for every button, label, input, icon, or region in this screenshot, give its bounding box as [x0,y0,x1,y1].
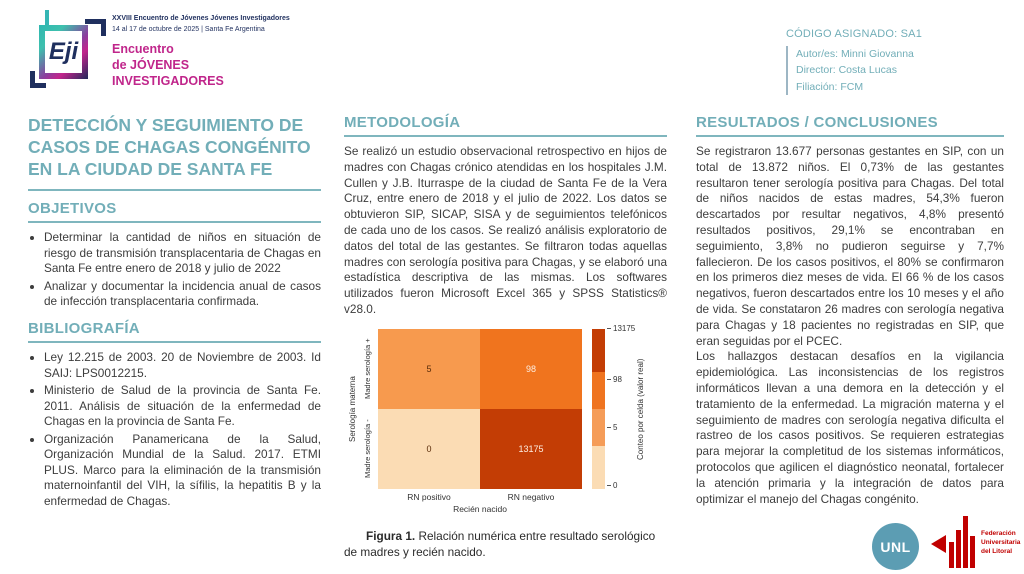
heatmap-row-label-positive: Madre serología + [363,338,372,400]
list-item: • Ley 12.215 de 2003. 20 de Noviembre de 2003. Id SAIJ: LPS0012215. [44,350,321,381]
resultados-paragraph-2: Los hallazgos destacan desafíos en la vigilancia epidemiológica. Las inconsistencias de los registros informáticos llevan a una demora en la detección y el tratamiento de la enfermedad. La migración materna y el seguimiento de madres con serología negativa dificulta el rastreo de los casos positivos. Se requieren estrategias para mejorar la completitud de los sistemas informáticos, protocolos que agilicen el diagnóstico neonatal, fortalecer la atención primaria y la integración de datos para optimizar el manejo del Chagas congénito. [696,349,1004,506]
unl-logo [872,523,919,570]
ful-triangle-icon [931,535,946,553]
colorbar-tick: 13175 [607,324,635,333]
poster-title: DETECCIÓN Y SEGUIMIENTO DE CASOS DE CHAGAS CONGÉNITO EN LA CIUDAD DE SANTA FE [28,114,321,191]
heatmap-colorbar [592,329,605,489]
event-date-location: 14 al 17 de octubre de 2025 | Santa Fe Argentina [112,25,265,33]
colorbar-segment [592,446,605,489]
heatmap-row-label-negative: Madre serología - [363,419,372,479]
bibliografia-list [28,350,321,510]
event-brand [112,41,224,89]
heatmap-x-tick-negative: RN negativo [507,491,555,502]
section-heading-resultados: RESULTADOS / CONCLUSIONES [696,114,1004,137]
figure-1-heatmap [344,323,667,519]
colorbar-tick: 0 [607,481,617,490]
event-info [112,14,332,34]
event-title: XXVIII Encuentro de Jóvenes Jóvenes Investigadores [112,15,290,22]
middle-column [344,114,667,561]
metodologia-paragraph: Se realizó un estudio observacional retrospectivo en hijos de madres con Chagas crónico atendidas en los hospitales J.M. Cullen y J.B. Iturraspe de la ciudad de Santa Fe de la Vera Cruz, entre enero de 2018 y el julio de 2022. Los datos se obtuvieron SIP, SICAP, SISA y de seguimientos telefónicos de cada uno de los casos. Se realizó análisis exploratorio de datos del total de las gestantes. Se filtraron todas aquellas madres con serología positiva para Chagas, y se elaboró una estadística descriptiva de las mismas. Los softwares utilizados fueron Microsoft Excel 365 y SPSS Statistics® v28.0. [344,144,667,316]
list-item: • Determinar la cantidad de niños en situación de riesgo de transmisión transplacentaria de Chagas en Santa Fe entre enero de 2018 y julio de 2022 [44,230,321,277]
objetivos-list [28,230,321,310]
right-column [696,114,1004,507]
heatmap-cell: 13175 [480,409,582,489]
section-heading-bibliografia: BIBLIOGRAFÍA [28,320,321,343]
eji-logo-icon [39,25,88,79]
brand-line: INVESTIGADORES [112,74,224,88]
eji-logo-text: Eji [45,31,82,73]
brand-line: Encuentro [112,42,174,56]
ful-logo-text: Federación Universitaria del Litoral [981,530,1021,555]
logo-bracket-top-right [85,19,106,36]
heatmap-x-tick-positive: RN positivo [407,491,451,502]
list-item: • Analizar y documentar la incidencia anual de casos de infección transplacentaria confirmada. [44,279,321,310]
colorbar-segment [592,372,605,409]
resultados-paragraph-1: Se registraron 13.677 personas gestantes en SIP, con un total de 13.872 niños. El 0,73% de las gestantes resultaron tener serología positiva para Chagas. Del total de niños nacidos de estas madres, 54,3% fueron descartados por resultar negativos, 4,8% presentó resultados positivos, 29,1% se encontraban en seguimiento, 3,8% no pudieron seguirse y 7,7% fallecieron. De los casos positivos, el 80% se confirmaron en los primeros diez meses de vida. El 66 % de los casos negativos, fueron descartados entre los 10 meses y el año de vida. Se constataron 26 madres con serología negativa para Chagas y 18 pacientes no registradas en SIP, que eran seguidas por el PCEC. [696,144,1004,348]
list-item: • Organización Panamericana de la Salud, Organización Mundial de la Salud. 2017. ETMI PLUS. Marco para la eliminación de la transmisión maternoinfantil del VIH, la sífilis, la hepatitis B y la enfermedad de Chagas. [44,432,321,510]
section-heading-objetivos: OBJETIVOS [28,200,321,223]
list-item: • Ministerio de Salud de la provincia de Santa Fe. 2011. Análisis de situación de la enfermedad de Chagas en la provincia de Santa Fe. [44,383,321,430]
colorbar-tick: 5 [607,423,617,432]
director-line: Director: Costa Lucas [796,64,897,77]
figure-caption-text: Relación numérica entre resultado serológico de madres y recién nacido. [344,528,656,559]
assigned-code: CÓDIGO ASIGNADO: SA1 [786,28,923,40]
ful-bars-icon [949,516,975,568]
unl-logo-text: UNL [880,538,911,555]
ful-logo [931,514,1021,572]
heatmap-cell: 98 [480,329,582,409]
heatmap-cell: 0 [378,409,480,489]
author-line: Autor/es: Minni Giovanna [796,48,914,60]
colorbar-label: Conteo por celda (valor real) [636,358,645,460]
brand-line: de JÓVENES [112,58,190,72]
heatmap-x-axis-label: Recién nacido [453,503,507,514]
colorbar-tick: 98 [607,375,622,384]
heatmap-grid [378,329,582,489]
affiliation-line: Filiación: FCM [796,80,864,93]
poster-meta [786,28,1016,95]
colorbar-segment [592,409,605,446]
figure-caption-number: Figura 1. [366,528,416,543]
left-column [28,114,321,520]
colorbar-segment [592,329,605,372]
heatmap-cell: 5 [378,329,480,409]
heatmap-y-axis-label: Serología materna [348,375,357,442]
section-heading-metodologia: METODOLOGÍA [344,114,667,137]
figure-caption [344,529,667,561]
authors-block [786,46,1016,95]
